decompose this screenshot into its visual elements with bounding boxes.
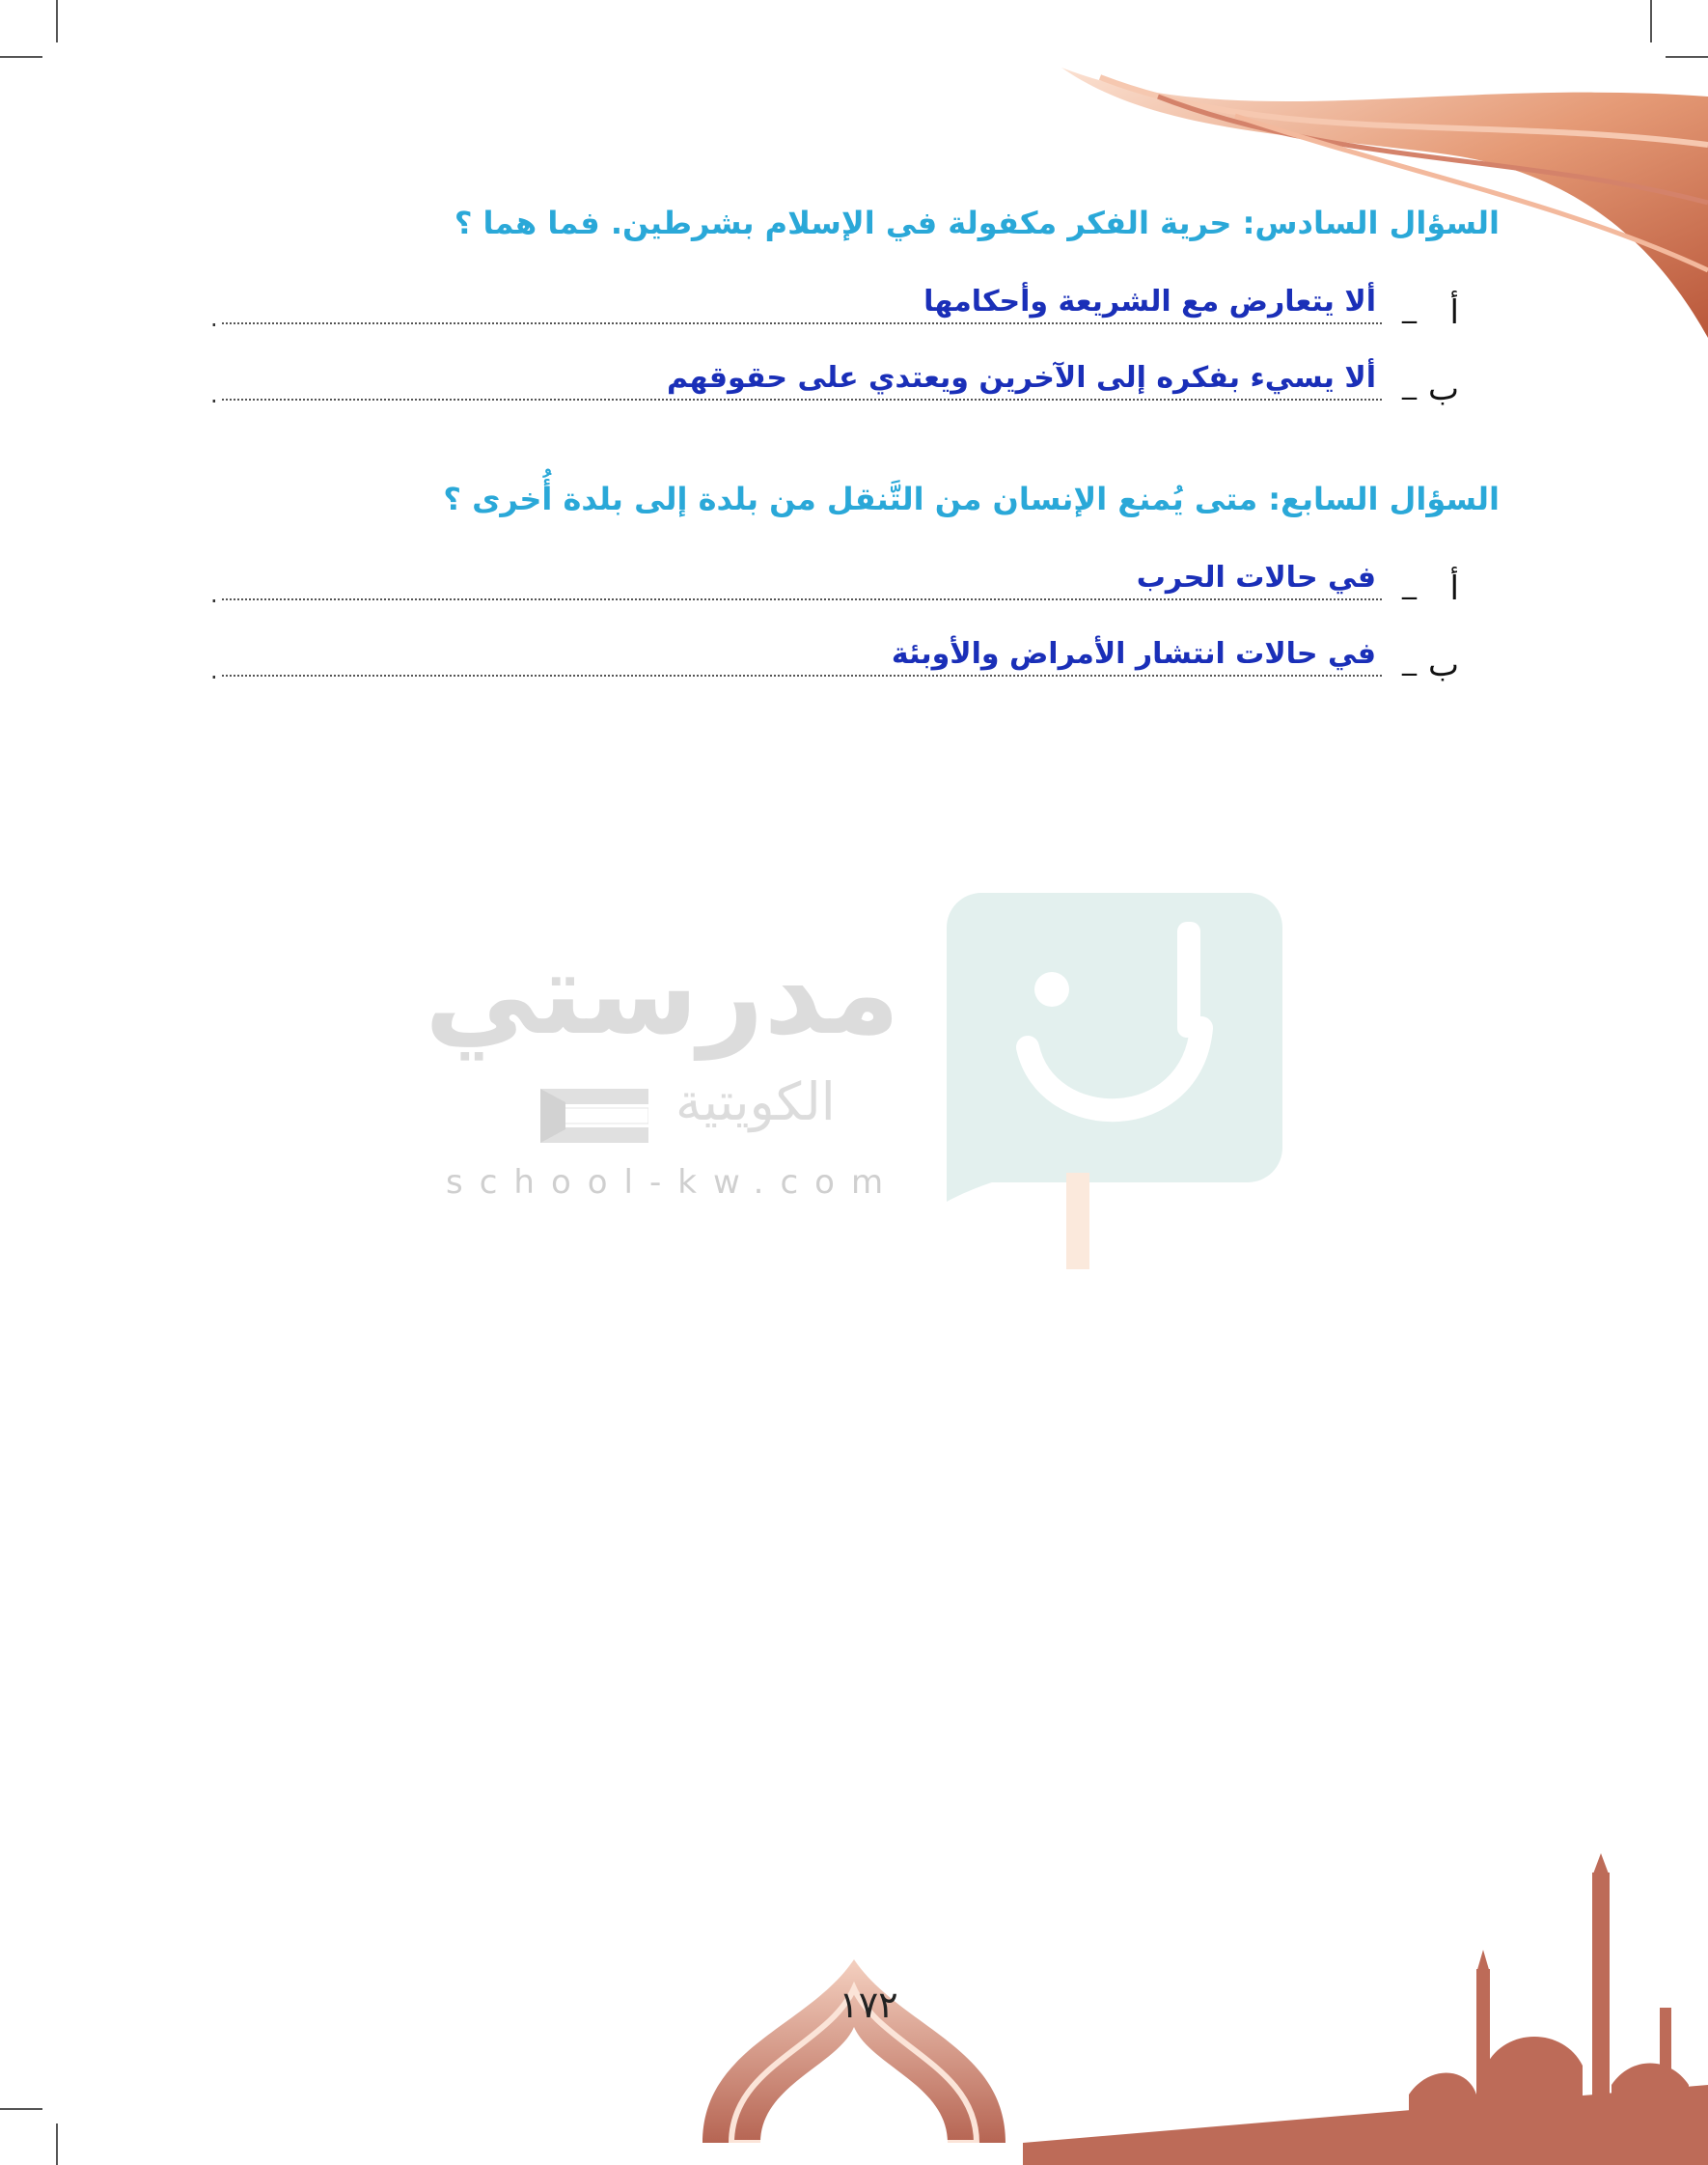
answer-dotted-line	[222, 399, 1382, 401]
dome-ornament	[693, 1950, 1015, 2143]
answer-letter: أ	[1449, 569, 1459, 608]
answer-dotted-line	[222, 322, 1382, 324]
question-6-title: السؤال السادس: حرية الفكر مكفولة في الإسلام بشرطين. فما هما ؟	[454, 205, 1500, 241]
answer-end-dot: .	[210, 305, 218, 332]
question-7-answer-b	[210, 630, 1459, 688]
answer-end-dot: .	[210, 657, 218, 684]
watermark-subtitle: الكويتية	[675, 1071, 836, 1132]
page-number: ١٧٢	[839, 1984, 898, 2026]
kuwait-flag-icon	[540, 1089, 648, 1143]
answer-end-dot: .	[210, 581, 218, 608]
watermark-logo-icon	[941, 893, 1288, 1269]
answer-text: ألا يسيء بفكره إلى الآخرين ويعتدي على حقوقهم	[667, 361, 1376, 395]
answer-dash: _	[1402, 367, 1417, 401]
answer-letter: ب	[1427, 370, 1459, 408]
answer-text: ألا يتعارض مع الشريعة وأحكامها	[923, 285, 1376, 319]
answer-dotted-line	[222, 598, 1382, 600]
crop-mark	[56, 2123, 58, 2165]
mosque-silhouette-icon	[1023, 1853, 1708, 2165]
crop-mark	[56, 0, 58, 42]
answer-dotted-line	[222, 675, 1382, 677]
answer-dash: _	[1402, 643, 1417, 677]
crop-mark	[1650, 0, 1652, 42]
watermark-url: school-kw.com	[446, 1163, 900, 1202]
crop-mark	[0, 2108, 42, 2110]
question-7-title: السؤال السابع: متى يُمنع الإنسان من التَّنقل من بلدة إلى بلدة أُخرى ؟	[443, 481, 1500, 517]
answer-letter: ب	[1427, 646, 1459, 684]
answer-text: في حالات انتشار الأمراض والأوبئة	[891, 637, 1376, 671]
question-7-answer-a	[210, 554, 1459, 612]
question-6-answer-b	[210, 354, 1459, 412]
crop-mark	[0, 56, 42, 58]
watermark-name: مدرستي	[425, 927, 900, 1060]
answer-text: في حالات الحرب	[1136, 561, 1376, 595]
question-6-answer-a	[210, 278, 1459, 336]
answer-dash: _	[1402, 291, 1417, 324]
answer-dash: _	[1402, 567, 1417, 600]
answer-end-dot: .	[210, 381, 218, 408]
answer-letter: أ	[1449, 293, 1459, 332]
